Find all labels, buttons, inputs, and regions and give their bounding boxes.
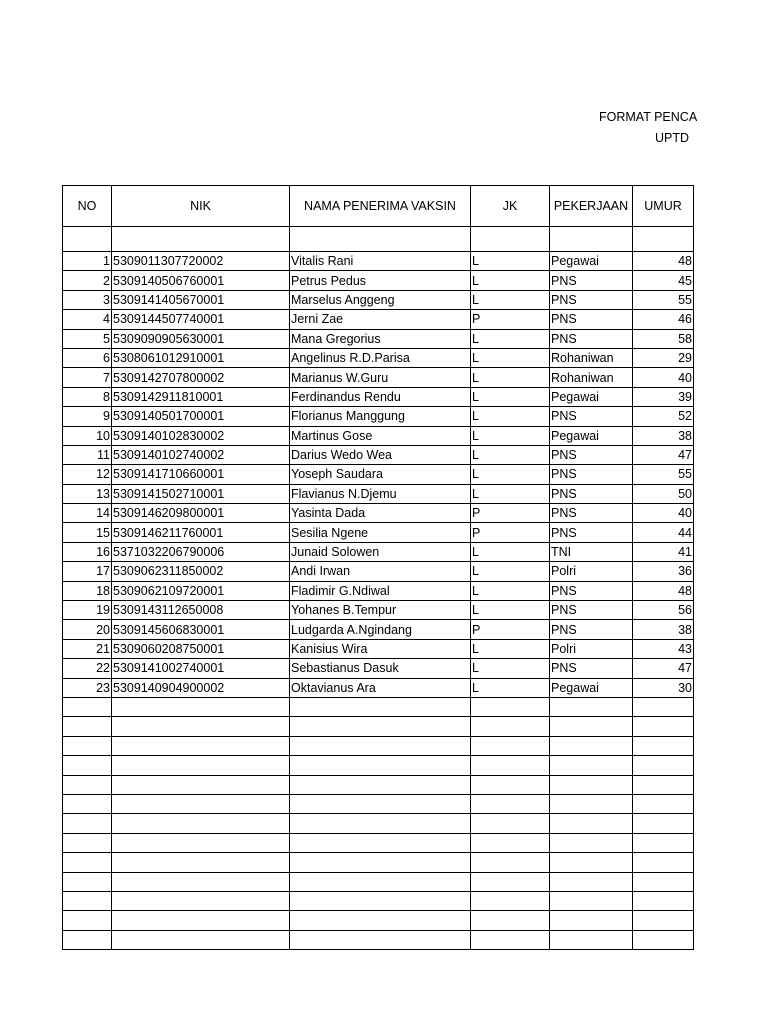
cell-occupation: PNS [550, 620, 633, 639]
table-cell [471, 697, 550, 716]
cell-name: Junaid Solowen [290, 542, 471, 561]
table-cell [471, 833, 550, 852]
table-cell [550, 736, 633, 755]
table-cell [550, 775, 633, 794]
table-cell [63, 833, 112, 852]
cell-no: 17 [63, 562, 112, 581]
cell-age: 48 [633, 581, 694, 600]
table-cell [633, 775, 694, 794]
table-cell [63, 775, 112, 794]
cell-nik: 5309141502710001 [112, 484, 290, 503]
cell-age: 47 [633, 445, 694, 464]
table-cell [550, 794, 633, 813]
table-cell [471, 227, 550, 252]
table-cell [290, 775, 471, 794]
empty-table-row [63, 756, 694, 775]
cell-age: 30 [633, 678, 694, 697]
cell-no: 13 [63, 484, 112, 503]
empty-table-row [63, 736, 694, 755]
column-header-occupation: PEKERJAAN [550, 186, 633, 227]
table-cell [633, 227, 694, 252]
cell-occupation: Rohaniwan [550, 368, 633, 387]
cell-nik: 5308061012910001 [112, 348, 290, 367]
cell-name: Jerni Zae [290, 310, 471, 329]
table-cell [633, 794, 694, 813]
cell-nik: 5309146211760001 [112, 523, 290, 542]
cell-age: 52 [633, 407, 694, 426]
cell-age: 29 [633, 348, 694, 367]
cell-name: Yoseph Saudara [290, 465, 471, 484]
cell-no: 5 [63, 329, 112, 348]
table-cell [550, 756, 633, 775]
column-header-nik: NIK [112, 186, 290, 227]
table-row [63, 601, 694, 620]
cell-nik: 5309146209800001 [112, 504, 290, 523]
cell-gender: L [471, 562, 550, 581]
table-cell [63, 756, 112, 775]
table-row [63, 290, 694, 309]
cell-no: 8 [63, 387, 112, 406]
cell-nik: 5309062311850002 [112, 562, 290, 581]
cell-nik: 5309142911810001 [112, 387, 290, 406]
table-cell [633, 736, 694, 755]
cell-nik: 5309140102830002 [112, 426, 290, 445]
cell-name: Ludgarda A.Ngindang [290, 620, 471, 639]
table-cell [63, 853, 112, 872]
cell-age: 40 [633, 504, 694, 523]
cell-occupation: PNS [550, 445, 633, 464]
cell-name: Darius Wedo Wea [290, 445, 471, 464]
column-header-no: NO [63, 186, 112, 227]
table-cell [633, 853, 694, 872]
table-row [63, 407, 694, 426]
table-row [63, 484, 694, 503]
cell-occupation: Pegawai [550, 678, 633, 697]
table-cell [290, 717, 471, 736]
table-cell [550, 814, 633, 833]
cell-no: 3 [63, 290, 112, 309]
cell-gender: L [471, 659, 550, 678]
table-row [63, 348, 694, 367]
cell-gender: L [471, 368, 550, 387]
table-cell [112, 736, 290, 755]
cell-occupation: PNS [550, 465, 633, 484]
cell-name: Yohanes B.Tempur [290, 601, 471, 620]
table-cell [290, 911, 471, 930]
table-cell [471, 891, 550, 910]
cell-gender: L [471, 601, 550, 620]
table-spacer-row [63, 227, 694, 252]
cell-name: Vitalis Rani [290, 252, 471, 271]
cell-name: Marianus W.Guru [290, 368, 471, 387]
table-cell [112, 814, 290, 833]
cell-gender: P [471, 523, 550, 542]
table-cell [471, 736, 550, 755]
table-row [63, 445, 694, 464]
cell-occupation: Pegawai [550, 252, 633, 271]
cell-no: 19 [63, 601, 112, 620]
cell-name: Marselus Anggeng [290, 290, 471, 309]
cell-age: 47 [633, 659, 694, 678]
cell-no: 4 [63, 310, 112, 329]
cell-age: 48 [633, 252, 694, 271]
empty-table-row [63, 717, 694, 736]
table-row [63, 271, 694, 290]
cell-occupation: PNS [550, 484, 633, 503]
cell-no: 2 [63, 271, 112, 290]
table-cell [290, 227, 471, 252]
table-cell [290, 736, 471, 755]
table-cell [633, 930, 694, 949]
cell-nik: 5309142707800002 [112, 368, 290, 387]
cell-name: Florianus Manggung [290, 407, 471, 426]
cell-gender: L [471, 271, 550, 290]
cell-occupation: Polri [550, 639, 633, 658]
cell-age: 45 [633, 271, 694, 290]
cell-gender: L [471, 329, 550, 348]
table-cell [63, 872, 112, 891]
table-cell [550, 697, 633, 716]
table-cell [550, 853, 633, 872]
table-cell [290, 872, 471, 891]
cell-gender: L [471, 348, 550, 367]
table-cell [112, 853, 290, 872]
cell-nik: 5309062109720001 [112, 581, 290, 600]
table-cell [633, 756, 694, 775]
table-row [63, 329, 694, 348]
table-row [63, 620, 694, 639]
table-cell [112, 775, 290, 794]
cell-gender: L [471, 465, 550, 484]
cell-gender: L [471, 542, 550, 561]
table-cell [112, 872, 290, 891]
table-cell [112, 794, 290, 813]
cell-no: 11 [63, 445, 112, 464]
table-cell [112, 697, 290, 716]
cell-no: 20 [63, 620, 112, 639]
table-cell [63, 794, 112, 813]
cell-name: Ferdinandus Rendu [290, 387, 471, 406]
table-cell [63, 911, 112, 930]
cell-age: 55 [633, 465, 694, 484]
cell-occupation: PNS [550, 271, 633, 290]
table-cell [112, 930, 290, 949]
table-cell [112, 833, 290, 852]
cell-name: Sesilia Ngene [290, 523, 471, 542]
cell-no: 10 [63, 426, 112, 445]
cell-no: 16 [63, 542, 112, 561]
empty-table-row [63, 794, 694, 813]
cell-age: 36 [633, 562, 694, 581]
empty-table-row [63, 911, 694, 930]
table-row [63, 504, 694, 523]
cell-name: Mana Gregorius [290, 329, 471, 348]
table-cell [550, 930, 633, 949]
table-cell [63, 930, 112, 949]
table-cell [471, 756, 550, 775]
cell-gender: L [471, 387, 550, 406]
table-row [63, 678, 694, 697]
cell-nik: 5309141002740001 [112, 659, 290, 678]
empty-table-row [63, 891, 694, 910]
table-cell [290, 794, 471, 813]
table-row [63, 562, 694, 581]
table-row [63, 542, 694, 561]
table-cell [471, 911, 550, 930]
table-cell [471, 794, 550, 813]
cell-nik: 5309060208750001 [112, 639, 290, 658]
table-cell [290, 756, 471, 775]
cell-gender: L [471, 581, 550, 600]
table-cell [633, 833, 694, 852]
cell-age: 46 [633, 310, 694, 329]
cell-age: 43 [633, 639, 694, 658]
table-cell [633, 717, 694, 736]
table-cell [633, 697, 694, 716]
cell-name: Angelinus R.D.Parisa [290, 348, 471, 367]
cell-age: 55 [633, 290, 694, 309]
cell-no: 12 [63, 465, 112, 484]
cell-age: 40 [633, 368, 694, 387]
cell-no: 9 [63, 407, 112, 426]
table-row [63, 465, 694, 484]
table-row [63, 252, 694, 271]
cell-nik: 5309141710660001 [112, 465, 290, 484]
table-cell [633, 891, 694, 910]
cell-nik: 5309140501700001 [112, 407, 290, 426]
table-cell [290, 814, 471, 833]
table-cell [550, 833, 633, 852]
table-row [63, 639, 694, 658]
table-row [63, 581, 694, 600]
cell-no: 1 [63, 252, 112, 271]
cell-gender: L [471, 426, 550, 445]
cell-nik: 5309145606830001 [112, 620, 290, 639]
vaccine-recipients-table [62, 185, 694, 950]
table-cell [471, 930, 550, 949]
table-header-row [63, 186, 694, 227]
cell-age: 38 [633, 426, 694, 445]
cell-gender: L [471, 407, 550, 426]
table-cell [63, 227, 112, 252]
cell-gender: P [471, 310, 550, 329]
cell-name: Andi Irwan [290, 562, 471, 581]
cell-occupation: TNI [550, 542, 633, 561]
table-cell [633, 911, 694, 930]
cell-no: 7 [63, 368, 112, 387]
empty-table-row [63, 930, 694, 949]
table-row [63, 426, 694, 445]
cell-gender: L [471, 484, 550, 503]
cell-name: Petrus Pedus [290, 271, 471, 290]
cell-name: Oktavianus Ara [290, 678, 471, 697]
empty-table-row [63, 814, 694, 833]
cell-age: 58 [633, 329, 694, 348]
table-row [63, 387, 694, 406]
cell-gender: L [471, 445, 550, 464]
cell-no: 15 [63, 523, 112, 542]
empty-table-row [63, 853, 694, 872]
table-cell [112, 227, 290, 252]
cell-nik: 5309141405670001 [112, 290, 290, 309]
cell-nik: 5309144507740001 [112, 310, 290, 329]
cell-occupation: PNS [550, 310, 633, 329]
column-header-age: UMUR [633, 186, 694, 227]
cell-gender: L [471, 290, 550, 309]
cell-name: Martinus Gose [290, 426, 471, 445]
cell-occupation: Pegawai [550, 387, 633, 406]
empty-table-row [63, 872, 694, 891]
table-row [63, 659, 694, 678]
document-subtitle: UPTD [655, 131, 690, 145]
cell-no: 14 [63, 504, 112, 523]
document-title: FORMAT PENCA [599, 110, 698, 124]
table-cell [112, 717, 290, 736]
cell-age: 41 [633, 542, 694, 561]
cell-occupation: PNS [550, 504, 633, 523]
cell-age: 44 [633, 523, 694, 542]
table-cell [290, 833, 471, 852]
table-cell [471, 814, 550, 833]
table-cell [633, 814, 694, 833]
cell-occupation: PNS [550, 329, 633, 348]
table-row [63, 368, 694, 387]
cell-occupation: Rohaniwan [550, 348, 633, 367]
empty-table-row [63, 833, 694, 852]
table-cell [471, 775, 550, 794]
cell-age: 50 [633, 484, 694, 503]
cell-nik: 5309140904900002 [112, 678, 290, 697]
cell-occupation: PNS [550, 523, 633, 542]
cell-occupation: Pegawai [550, 426, 633, 445]
cell-age: 56 [633, 601, 694, 620]
cell-gender: P [471, 504, 550, 523]
table-cell [550, 872, 633, 891]
table-cell [290, 930, 471, 949]
cell-nik: 5309090905630001 [112, 329, 290, 348]
cell-nik: 5309140102740002 [112, 445, 290, 464]
cell-no: 18 [63, 581, 112, 600]
cell-name: Flavianus N.Djemu [290, 484, 471, 503]
cell-gender: L [471, 252, 550, 271]
cell-nik: 5371032206790006 [112, 542, 290, 561]
table-cell [290, 853, 471, 872]
table-cell [550, 911, 633, 930]
table-cell [63, 697, 112, 716]
empty-table-row [63, 775, 694, 794]
table-cell [290, 697, 471, 716]
cell-nik: 5309143112650008 [112, 601, 290, 620]
table-cell [63, 736, 112, 755]
cell-occupation: PNS [550, 601, 633, 620]
table-cell [112, 756, 290, 775]
cell-name: Kanisius Wira [290, 639, 471, 658]
cell-age: 38 [633, 620, 694, 639]
cell-age: 39 [633, 387, 694, 406]
table-cell [471, 872, 550, 891]
table-cell [550, 717, 633, 736]
cell-no: 22 [63, 659, 112, 678]
table-cell [63, 814, 112, 833]
cell-no: 23 [63, 678, 112, 697]
table-row [63, 310, 694, 329]
table-cell [112, 911, 290, 930]
table-cell [112, 891, 290, 910]
cell-nik: 5309140506760001 [112, 271, 290, 290]
cell-gender: P [471, 620, 550, 639]
table-row [63, 523, 694, 542]
cell-no: 6 [63, 348, 112, 367]
table-cell [63, 891, 112, 910]
cell-occupation: PNS [550, 581, 633, 600]
cell-occupation: PNS [550, 659, 633, 678]
table-cell [63, 717, 112, 736]
cell-name: Sebastianus Dasuk [290, 659, 471, 678]
cell-name: Yasinta Dada [290, 504, 471, 523]
cell-occupation: PNS [550, 407, 633, 426]
cell-name: Fladimir G.Ndiwal [290, 581, 471, 600]
column-header-name: NAMA PENERIMA VAKSIN [290, 186, 471, 227]
table-cell [471, 717, 550, 736]
cell-gender: L [471, 678, 550, 697]
table-cell [550, 227, 633, 252]
table-cell [550, 891, 633, 910]
table-cell [290, 891, 471, 910]
table-cell [633, 872, 694, 891]
cell-occupation: PNS [550, 290, 633, 309]
cell-no: 21 [63, 639, 112, 658]
cell-nik: 5309011307720002 [112, 252, 290, 271]
empty-table-row [63, 697, 694, 716]
column-header-gender: JK [471, 186, 550, 227]
cell-occupation: Polri [550, 562, 633, 581]
table-cell [471, 853, 550, 872]
cell-gender: L [471, 639, 550, 658]
